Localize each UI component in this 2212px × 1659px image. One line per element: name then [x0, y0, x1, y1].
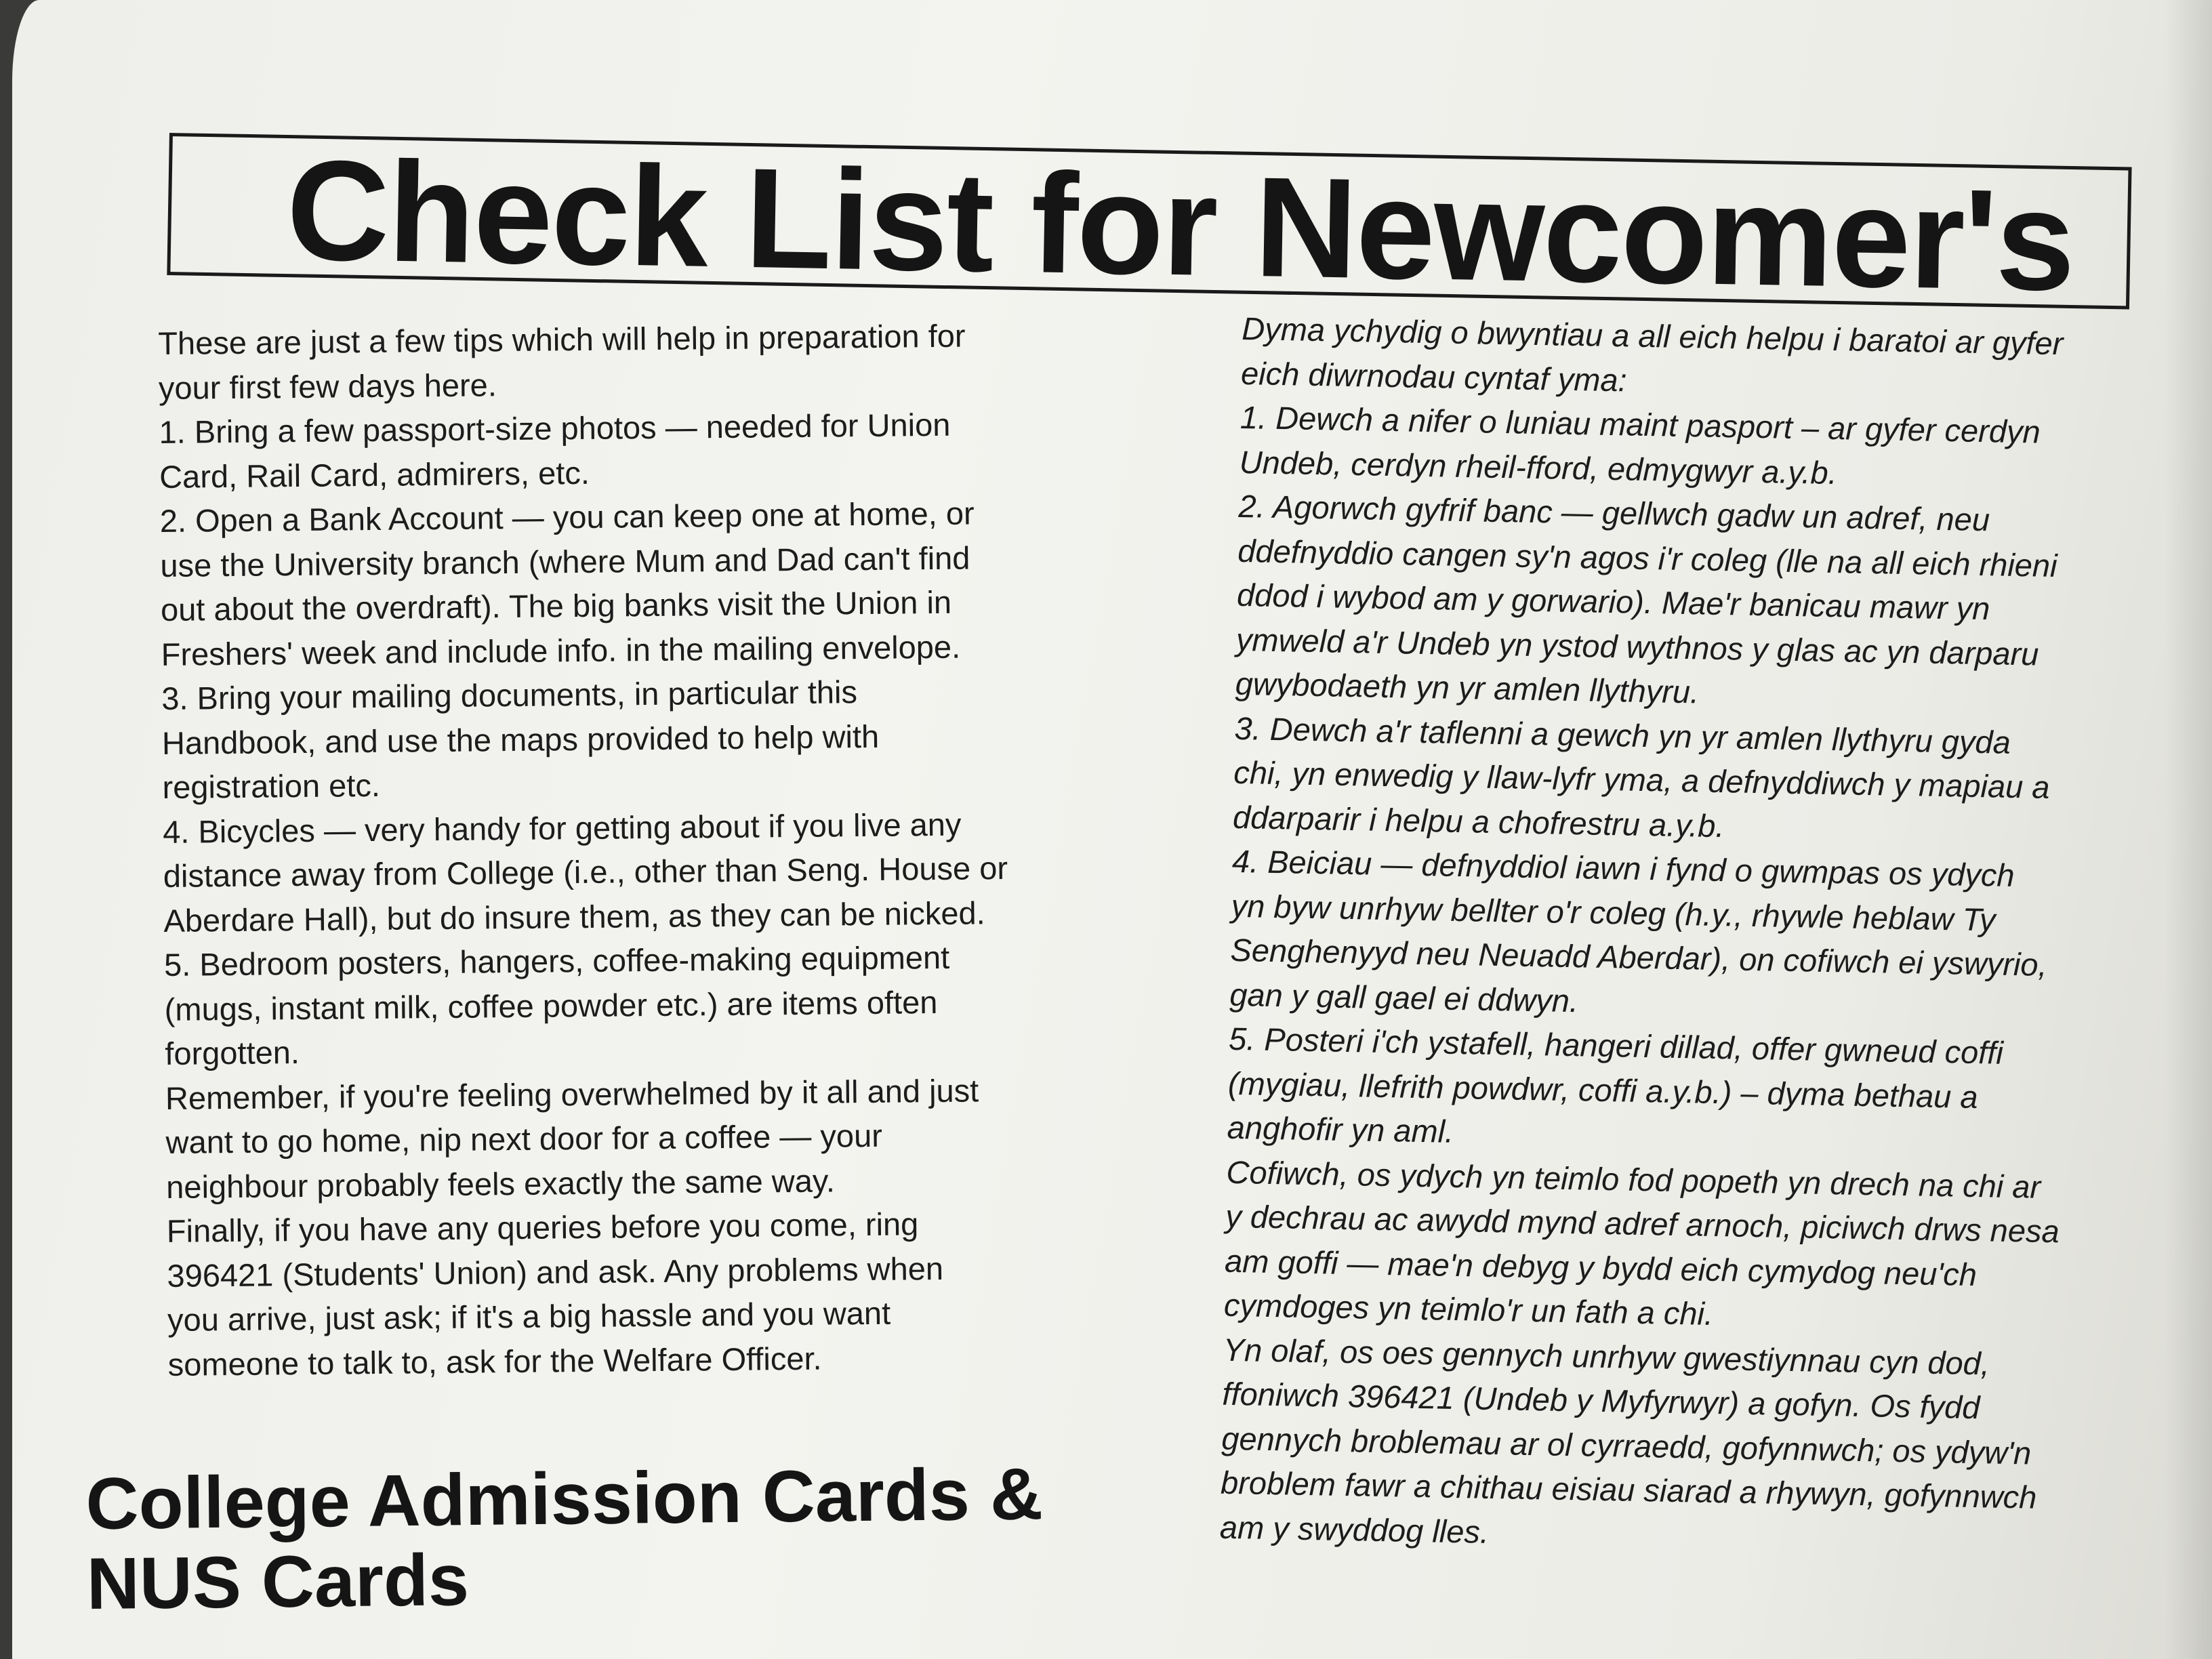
welsh-text-line: yn byw unrhyw bellter o'r coleg (h.y., rhywle heblaw Ty [1231, 887, 1996, 938]
welsh-text-line: ddefnyddio cangen sy'n agos i'r coleg (lle na all eich rhieni [1237, 532, 2058, 583]
english-text-line: 396421 (Students' Union) and ask. Any problems when [167, 1250, 944, 1294]
english-text-line: distance away from College (i.e., other than Seng. House or [163, 850, 1008, 894]
welsh-text-line: Cofiwch, os ydych yn teimlo fod popeth yn drech na chi ar [1226, 1153, 2041, 1205]
section-heading-line: NUS Cards [86, 1538, 470, 1624]
welsh-text-line: Senghenyyd neu Neuadd Aberdar), on cofiwch ei yswyrio, [1230, 931, 2048, 983]
english-text-line: neighbour probably feels exactly the same way. [166, 1162, 836, 1205]
welsh-text-line: 2. Agorwch gyfrif banc — gellwch gadw un adref, neu [1238, 487, 1990, 538]
welsh-text-line: Undeb, cerdyn rheil-fford, edmygwyr a.y.b. [1239, 443, 1838, 491]
english-text-line: Card, Rail Card, admirers, etc. [159, 454, 590, 495]
page-title: Check List for Newcomer's [285, 130, 2076, 321]
welsh-column [1219, 306, 2177, 1566]
english-text-line: Freshers' week and include info. in the mailing envelope. [161, 628, 961, 672]
welsh-text-line: am y swyddog lles. [1219, 1509, 1490, 1550]
welsh-text-line: broblem fawr a chithau eisiau siarad a rhywyn, gofynnwch [1220, 1464, 2037, 1515]
english-text-line: Handbook, and use the maps provided to help with [161, 718, 880, 761]
welsh-text-line: 4. Beiciau — defnyddiol iawn i fynd o gwmpas os ydych [1231, 842, 2015, 894]
english-text-line: 5. Bedroom posters, hangers, coffee-making equipment [163, 939, 950, 983]
welsh-text-line: gan y gall gael ei ddwyn. [1229, 976, 1579, 1019]
english-text-line: (mugs, instant milk, coffee powder etc.) are items often [164, 983, 938, 1027]
welsh-text-line: gwybodaeth yn yr amlen llythyru. [1235, 665, 1700, 710]
welsh-text-line: y dechrau ac awydd mynd adref arnoch, piciwch drws nesa [1225, 1197, 2060, 1250]
english-text-line: someone to talk to, ask for the Welfare Officer. [167, 1340, 822, 1382]
welsh-text-line: ymweld a'r Undeb yn ystod wythnos y glas ac yn darparu [1235, 621, 2039, 672]
title-box [167, 130, 2131, 321]
welsh-text-line: Dyma ychydig o bwyntiau a all eich helpu i baratoi ar gyfer [1241, 310, 2064, 362]
section-heading [85, 1453, 1103, 1624]
welsh-text-line: 1. Dewch a nifer o luniau maint pasport – ar gyfer cerdyn [1240, 398, 2041, 450]
english-text-line: your first few days here. [158, 366, 497, 406]
book-page [12, 0, 2212, 1659]
english-text-line: Remember, if you're feeling overwhelmed by it all and just [165, 1071, 979, 1116]
english-text-line: 3. Bring your mailing documents, in particular this [161, 674, 858, 716]
welsh-text-line: Yn olaf, os oes gennych unrhyw gwestiynnau cyn dod, [1223, 1331, 1990, 1381]
section-heading-line: College Admission Cards & [85, 1452, 1044, 1544]
welsh-text-line: ffoniwch 396421 (Undeb y Myfyrwyr) a gofyn. Os fydd [1222, 1375, 1980, 1426]
welsh-text-line: ddod i wybod am y gorwario). Mae'r banicau mawr yn [1236, 576, 1990, 627]
welsh-text-line: cymdoges yn teimlo'r un fath a chi. [1223, 1286, 1714, 1332]
english-text-line: you arrive, just ask; if it's a big hassle and you want [167, 1294, 891, 1338]
english-text-line: want to go home, nip next door for a coffee — your [165, 1117, 883, 1160]
english-text-line: Aberdare Hall), but do insure them, as they can be nicked. [163, 894, 985, 939]
english-text-line: These are just a few tips which will help in preparation for [158, 317, 966, 361]
page-curl-shadow [2165, 0, 2212, 1659]
welsh-text-line: am goffi — mae'n debyg y bydd eich cymydog neu'ch [1224, 1242, 1978, 1292]
welsh-text-line: ddarparir i helpu a chofrestru a.y.b. [1232, 798, 1725, 844]
english-column [158, 312, 1151, 1387]
english-text-line: registration etc. [162, 766, 381, 805]
english-text-line: 1. Bring a few passport-size photos — needed for Union [159, 406, 951, 450]
welsh-text-line: anghofir yn aml. [1227, 1109, 1454, 1149]
english-text-line: 4. Bicycles — very handy for getting about if you live any [162, 806, 962, 850]
english-text-line: forgotten. [165, 1034, 300, 1071]
welsh-text-line: gennych broblemau ar ol cyrraedd, gofynnwch; os ydyw'n [1221, 1420, 2032, 1471]
english-text-line: 2. Open a Bank Account — you can keep one at home, or [159, 495, 975, 539]
english-text-line: out about the overdraft). The big banks visit the Union in [160, 583, 952, 628]
welsh-text-line: 3. Dewch a'r taflenni a gewch yn yr amlen llythyru gyda [1234, 710, 2011, 760]
welsh-text-line: eich diwrnodau cyntaf yma: [1240, 354, 1628, 398]
english-text-line: use the University branch (where Mum and Dad can't find [160, 539, 970, 583]
welsh-text-line: (mygiau, llefrith powdwr, coffi a.y.b.) – dyma bethau a [1227, 1065, 1979, 1115]
welsh-text-line: chi, yn enwedig y llaw-lyfr yma, a defnyddiwch y mapiau a [1233, 754, 2050, 805]
welsh-text-line: 5. Posteri i'ch ystafell, hangeri dillad, offer gwneud coffi [1228, 1020, 2004, 1071]
english-text-line: Finally, if you have any queries before you come, ring [166, 1206, 919, 1249]
